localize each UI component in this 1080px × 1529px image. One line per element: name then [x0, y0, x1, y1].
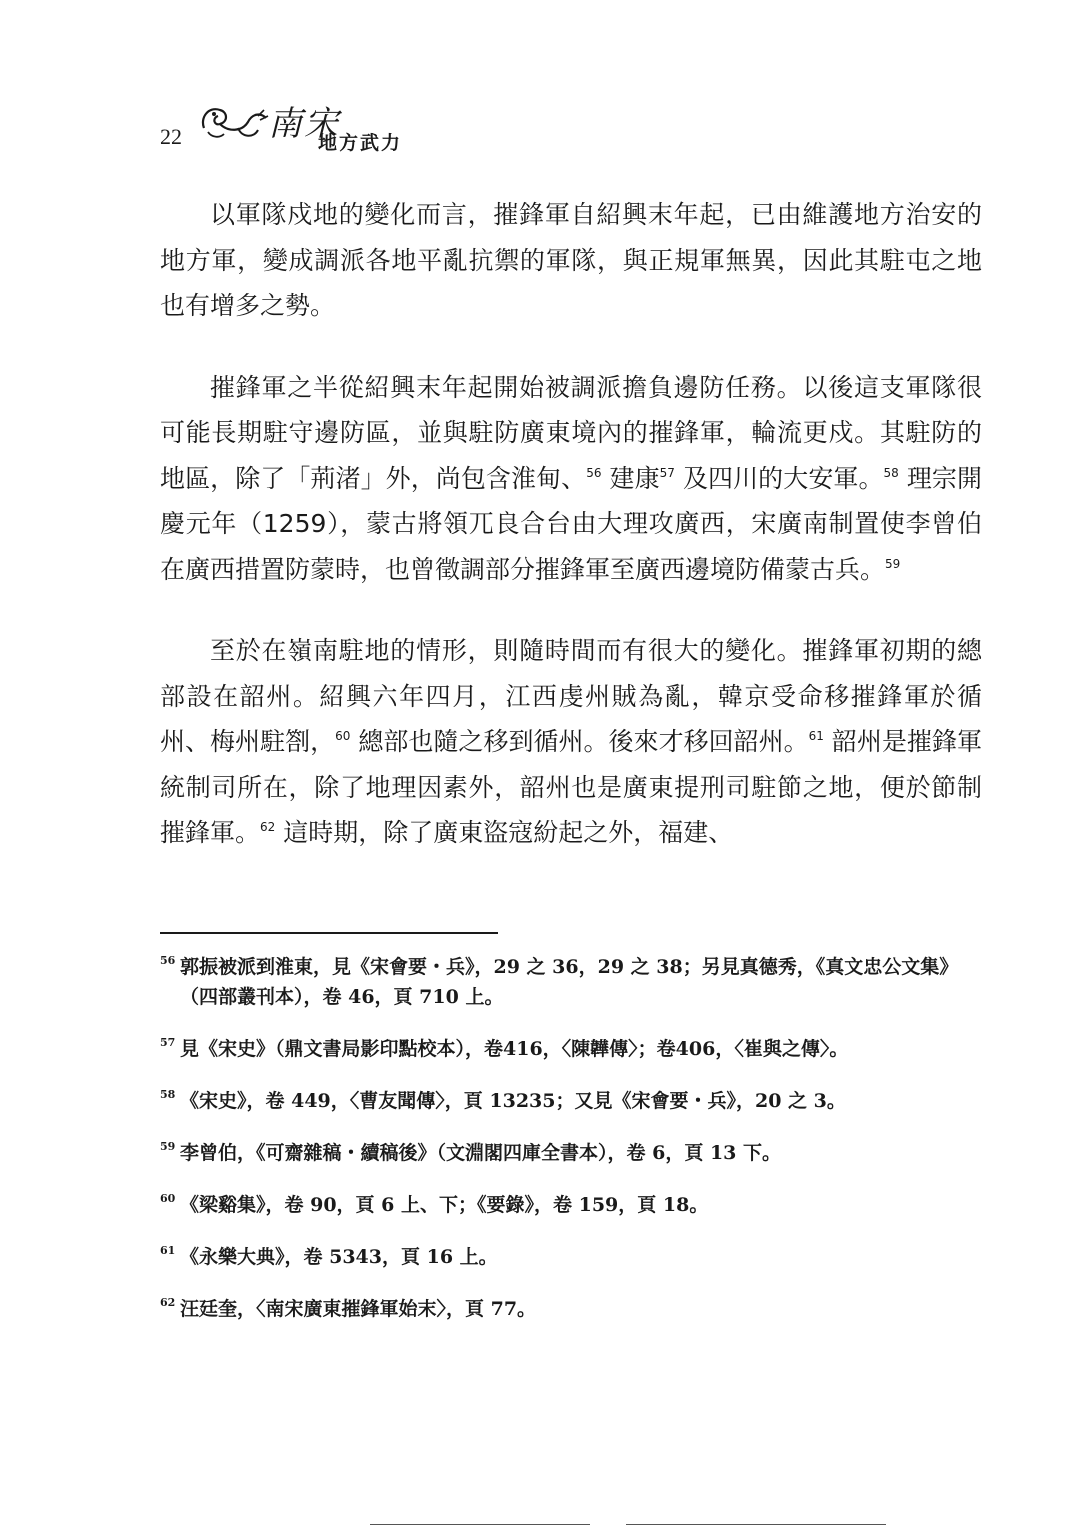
footnote: [160, 1138, 982, 1168]
footnote-number: 56: [160, 954, 176, 967]
paragraph-text: 理宗開慶元年（1259），蒙古將領兀良合台由大理攻廣西，宋廣南制置使李曾伯在廣西措置防蒙時，也曾徵調部分摧鋒軍至廣西邊境防備蒙古兵。: [160, 463, 982, 584]
footnote-text: 李曾伯，《可齋雜稿・續稿後》（文淵閣四庫全書本），卷 6，頁 13 下。: [180, 1142, 782, 1164]
paragraph-text: 至於在嶺南駐地的情形，則隨時間而有很大的變化。摧鋒軍初期的總部設在韶州。紹興六年四月，江西虔州賊為亂，韓京受命移摧鋒軍於循州、梅州駐劄，: [160, 636, 982, 756]
footnote-number: 58: [160, 1088, 176, 1101]
paragraph-text: 總部也隨之移到循州。後來才移回韶州。: [350, 727, 809, 756]
footnote: [160, 1242, 982, 1272]
scan-edge-line: [370, 1524, 590, 1525]
book-title-sub: 地方武力: [318, 132, 403, 154]
paragraph-text: 摧鋒軍之半從紹興末年起開始被調派擔負邊防任務。以後這支軍隊很可能長期駐守邊防區，並與駐防廣東境內的摧鋒軍，輪流更戍。其駐防的地區，除了「荊渚」外，尚包含淮甸、: [160, 372, 982, 493]
footnote-ref: 62: [260, 820, 276, 834]
footnote-number: 59: [160, 1140, 176, 1153]
page-number: 22: [160, 124, 182, 149]
footnote-text: 《梁谿集》，卷 90，頁 6 上、下；《要錄》，卷 159，頁 18。: [180, 1194, 709, 1216]
footnote-text: 汪廷奎，〈南宋廣東摧鋒軍始末〉，頁 77。: [180, 1298, 537, 1320]
footnote-ref: 58: [883, 465, 899, 480]
running-header: [160, 92, 760, 152]
footnote-ref: 59: [885, 556, 901, 571]
body-text: [160, 192, 982, 892]
footnote-number: 62: [160, 1296, 176, 1309]
footnote: [160, 1086, 982, 1116]
footnote-number: 57: [160, 1036, 176, 1049]
footnote: [160, 1190, 982, 1220]
paragraph-text: 以軍隊戍地的變化而言，摧鋒軍自紹興末年起，已由維護地方治安的地方軍，變成調派各地平亂抗禦的軍隊，與正規軍無異，因此其駐屯之地也有增多之勢。: [160, 200, 982, 320]
paragraph-text: 及四川的大安軍。: [674, 463, 884, 493]
footnote: [160, 952, 982, 1012]
body-paragraph: [160, 365, 982, 593]
paragraph-text: 這時期，除了廣東盜寇紛起之外，福建、: [275, 818, 734, 847]
dragon-ornament-icon: [198, 98, 270, 146]
footnote-text: 《宋史》，卷 449，〈曹友聞傳〉，頁 13235；又見《宋會要・兵》，20 之 3。: [180, 1090, 846, 1112]
footnote-ref: 60: [335, 729, 351, 743]
footnote-divider: [160, 932, 498, 934]
footnote-text: 郭振被派到淮東，見《宋會要・兵》，29 之 36，29 之 38；另見真德秀，《真文忠公文集》（四部叢刊本），卷 46，頁 710 上。: [180, 956, 959, 1008]
body-paragraph: [160, 628, 982, 856]
scan-edge-line: [626, 1524, 886, 1525]
footnote-number: 60: [160, 1192, 176, 1205]
body-paragraph: [160, 192, 982, 329]
paragraph-text: 韶州是摧鋒軍統制司所在，除了地理因素外，韶州也是廣東提刑司駐節之地，便於節制摧鋒軍。: [160, 727, 982, 847]
footnote-number: 61: [160, 1244, 176, 1257]
footnote-ref: 57: [659, 465, 675, 480]
footnote-ref: 61: [808, 729, 824, 743]
footnote-text: 《永樂大典》，卷 5343，頁 16 上。: [180, 1246, 498, 1268]
paragraph-text: 建康: [601, 463, 660, 493]
footnote: [160, 1034, 982, 1064]
book-title-main: 南宋: [268, 104, 340, 144]
footnote-text: 見《宋史》（鼎文書局影印點校本），卷416，〈陳韡傳〉；卷406，〈崔與之傳〉。: [180, 1038, 849, 1060]
footnote: [160, 1294, 982, 1324]
footnote-ref: 56: [586, 465, 602, 480]
footnotes: [160, 952, 982, 1346]
